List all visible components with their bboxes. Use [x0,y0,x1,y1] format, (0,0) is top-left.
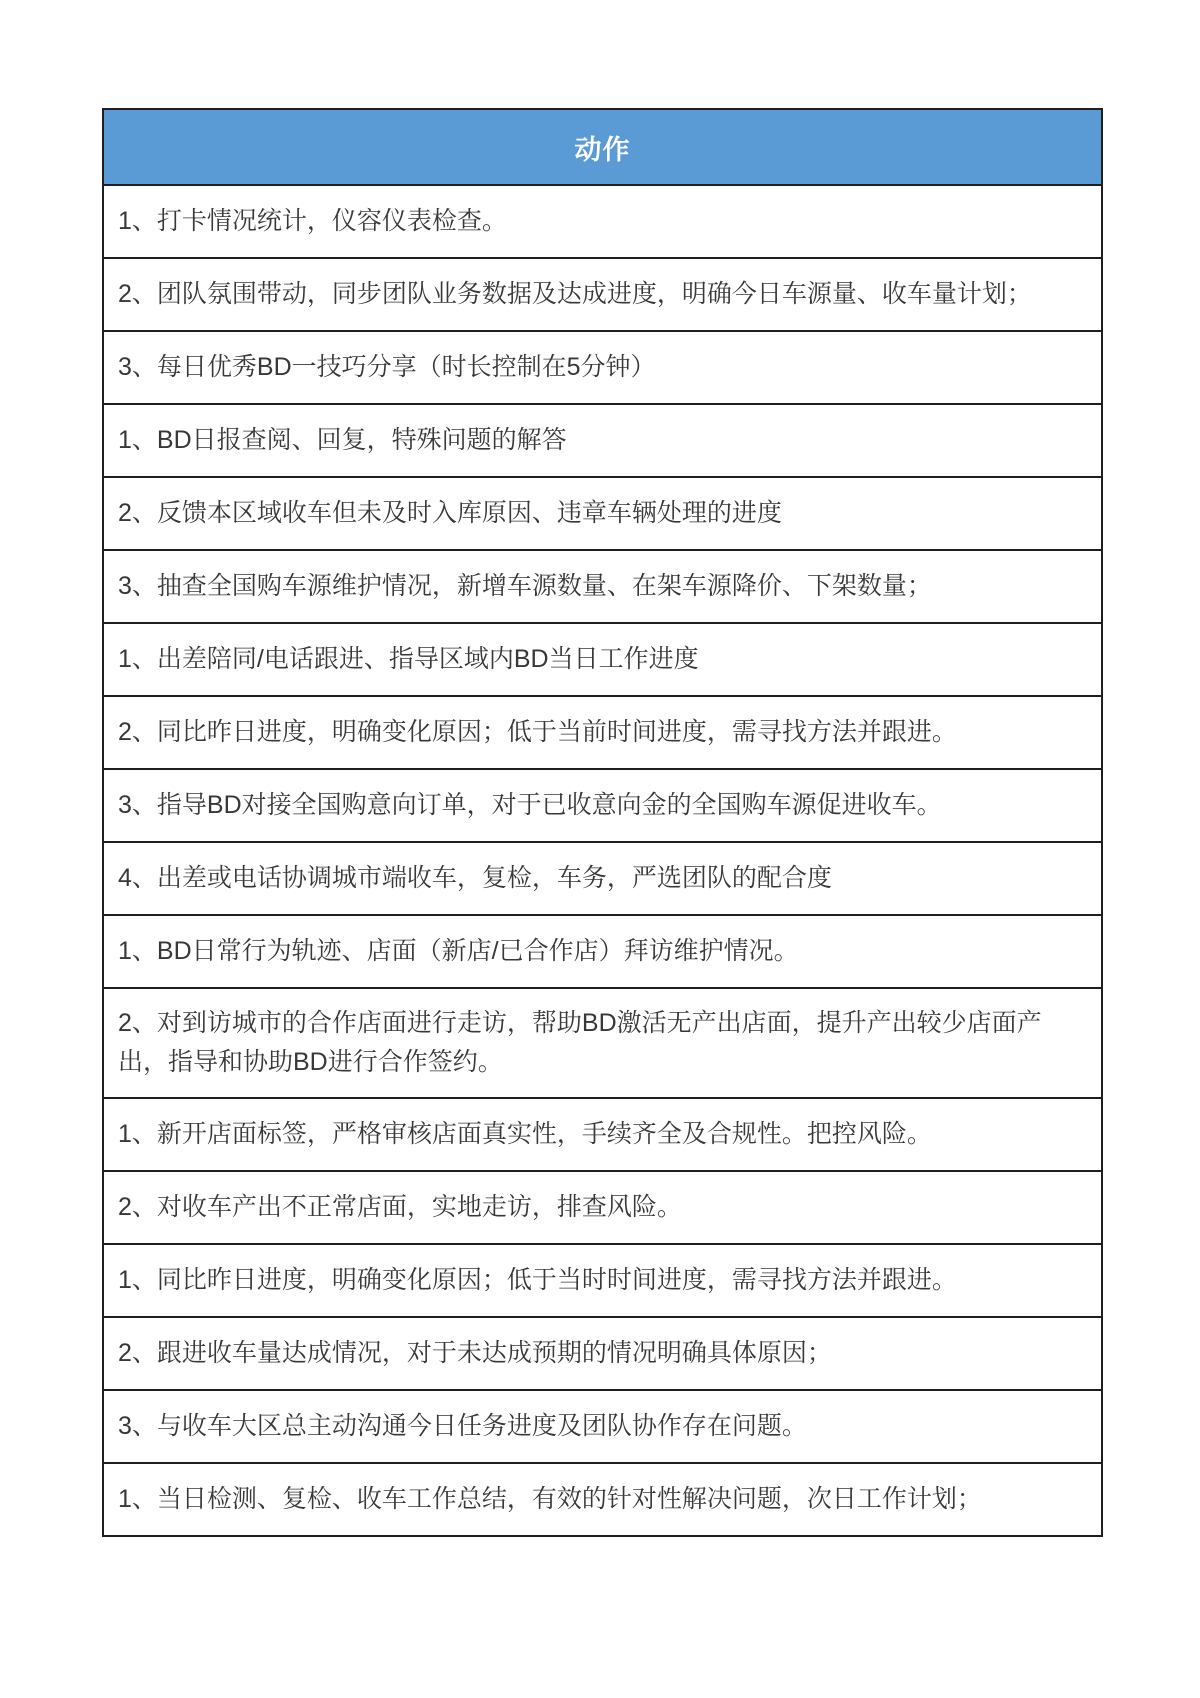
table-row [104,987,1101,1097]
table-row [104,1097,1101,1170]
row-text: 2、团队氛围带动，同步团队业务数据及达成进度，明确今日车源量、收车量计划； [118,280,1032,309]
table-row [104,476,1101,549]
row-text: 3、每日优秀BD一技巧分享（时长控制在5分钟） [118,353,656,382]
table-row [104,1170,1101,1243]
row-text: 3、抽查全国购车源维护情况，新增车源数量、在架车源降价、下架数量； [118,572,932,601]
row-text: 2、对收车产出不正常店面，实地走访，排查风险。 [118,1192,682,1221]
row-text: 2、反馈本区域收车但未及时入库原因、违章车辆处理的进度 [118,499,782,528]
table-row [104,1389,1101,1462]
table-row [104,1462,1101,1535]
table-row [104,1316,1101,1389]
row-text: 1、BD日常行为轨迹、店面（新店/已合作店）拜访维护情况。 [118,937,799,966]
row-text: 3、指导BD对接全国购意向订单，对于已收意向金的全国购车源促进收车。 [118,791,942,820]
table-row [104,257,1101,330]
table-header [104,110,1101,184]
table-row [104,549,1101,622]
table-row [104,1243,1101,1316]
row-text: 2、同比昨日进度，明确变化原因；低于当前时间进度，需寻找方法并跟进。 [118,718,957,747]
row-text: 1、出差陪同/电话跟进、指导区域内BD当日工作进度 [118,645,699,674]
table-row [104,184,1101,257]
table-row [104,768,1101,841]
table-row [104,330,1101,403]
row-text: 2、对到访城市的合作店面进行走访，帮助BD激活无产出店面，提升产出较少店面产出，指导和协助BD进行合作签约。 [118,1009,1042,1076]
row-text: 1、新开店面标签，严格审核店面真实性，手续齐全及合规性。把控风险。 [118,1119,932,1148]
table-row [104,914,1101,987]
table-row [104,695,1101,768]
action-table [102,108,1103,1537]
row-text: 1、打卡情况统计，仪容仪表检查。 [118,207,507,236]
table-row [104,622,1101,695]
row-text: 1、同比昨日进度，明确变化原因；低于当时时间进度，需寻找方法并跟进。 [118,1265,957,1294]
row-text: 1、当日检测、复检、收车工作总结，有效的针对性解决问题，次日工作计划； [118,1484,982,1513]
row-text: 4、出差或电话协调城市端收车，复检，车务，严选团队的配合度 [118,864,832,893]
row-text: 3、与收车大区总主动沟通今日任务进度及团队协作存在问题。 [118,1411,807,1440]
table-header-label: 动作 [574,134,631,165]
row-text: 2、跟进收车量达成情况，对于未达成预期的情况明确具体原因； [118,1338,832,1367]
table-row [104,841,1101,914]
table-row [104,403,1101,476]
row-text: 1、BD日报查阅、回复，特殊问题的解答 [118,426,567,455]
